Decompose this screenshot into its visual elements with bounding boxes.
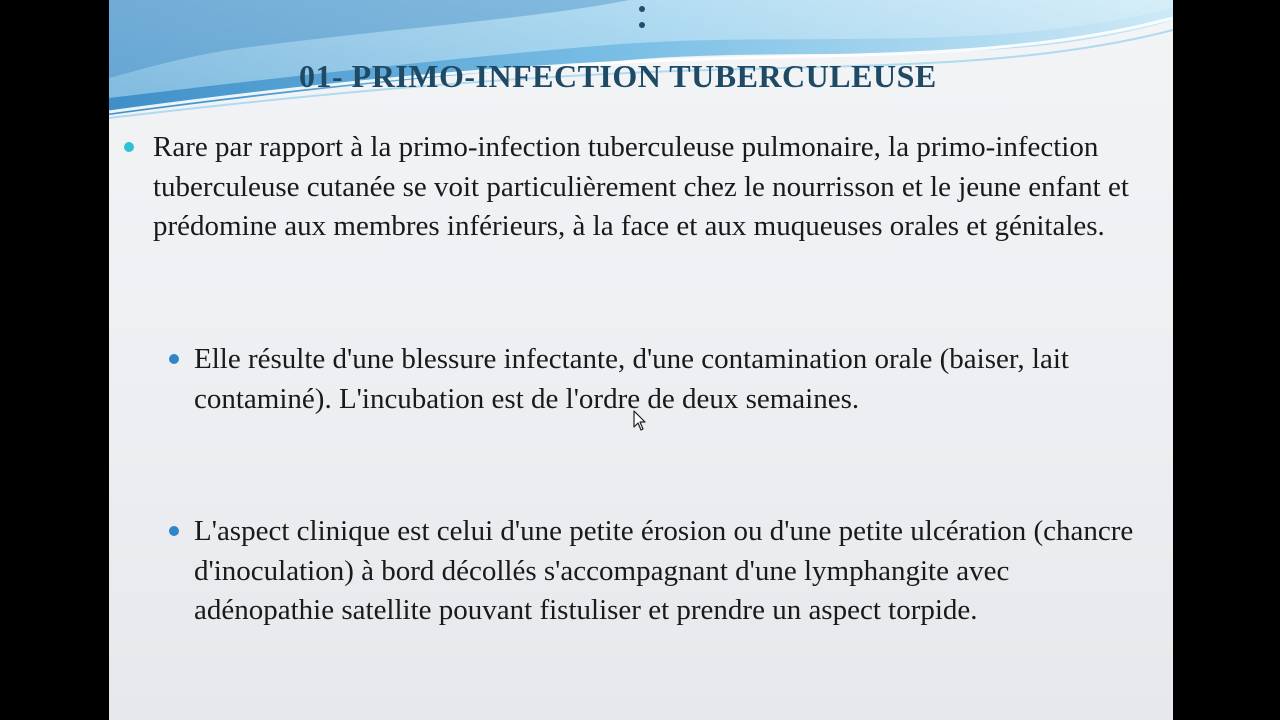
bullet-level2-marker — [169, 526, 179, 536]
bullet-level2-marker — [169, 354, 179, 364]
mouse-pointer-icon — [633, 410, 647, 432]
bullet-level1-marker — [124, 142, 134, 152]
bullet-paragraph-3: L'aspect clinique est celui d'une petite érosion ou d'une petite ulcération (chancre d'inoculation) à bord décollés s'accompagnant d'une lymphangite avec adénopathie satellite pouvant fistuliser et prendre un aspect torpide. — [194, 515, 1134, 626]
bullet-paragraph-1: Rare par rapport à la primo-infection tuberculeuse pulmonaire, la primo-infection tuberculeuse cutanée se voit particulièrement chez le nourrisson et le jeune enfant et prédomine aux membres inférieurs, à la face et aux muqueuses orales et génitales. — [153, 131, 1129, 242]
slide-canvas — [109, 0, 1173, 720]
slide-title: 01- PRIMO-INFECTION TUBERCULEUSE — [299, 58, 937, 94]
slide-content — [109, 0, 1173, 720]
bullet-paragraph-2: Elle résulte d'une blessure infectante, d'une contamination orale (baiser, lait contaminé). L'incubation est de l'ordre de deux semaines. — [194, 343, 1069, 415]
